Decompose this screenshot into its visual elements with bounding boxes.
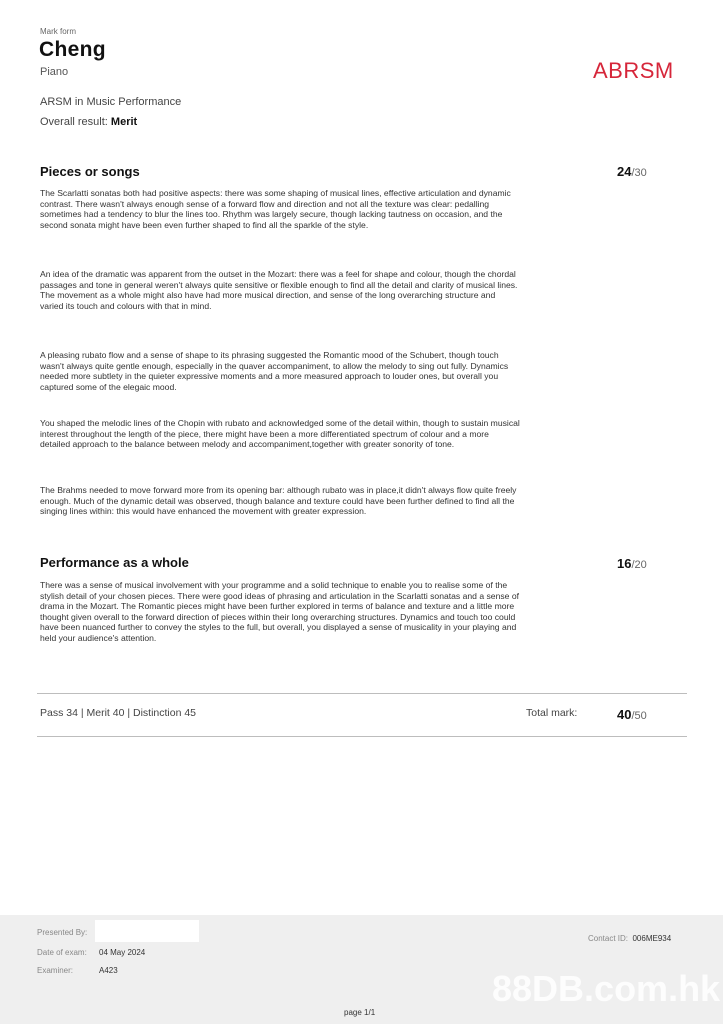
date-value: 04 May 2024 <box>99 948 146 957</box>
contact-id-label: Contact ID: <box>588 934 629 943</box>
total-mark-label: Total mark: <box>526 707 578 719</box>
grade-thresholds: Pass 34 | Merit 40 | Distinction 45 <box>40 707 197 719</box>
presenter-redaction <box>95 920 199 942</box>
contact-id-value: 006ME934 <box>632 934 672 943</box>
comment-paragraph: A pleasing rubato flow and a sense of shape to its phrasing suggested the Romantic mood of the Schubert, though touch wasn't always quite gentle enough, especially in the quaver accompaniment, to allow the melody to sing out fully. Dynamics needed more subtlety in the quieter expressive moments and a more measured approach to louder ones, but overall you captured some of the elegaic mood. <box>40 350 509 392</box>
abrsm-logo: ABRSM <box>593 58 674 83</box>
watermark: 88DB.com.hk <box>492 968 721 1009</box>
instrument: Piano <box>40 66 69 78</box>
comment-paragraph: There was a sense of musical involvement with your programme and a solid technique to enable you to realise some of the stylish detail of your chosen pieces. There were good ideas of phrasing and articulation in the Scarlatti sonatas and a sense of drama in the Mozart. The Romantic pieces might have been further explored in terms of balance and texture and a little more thought given overall to the forward direction of pieces within their long overarching structures. Dynamics and touch too could have been nuanced further to convey the styles to the full, but overall, you displayed a sense of musicality in your playing and held your audience's attention. <box>40 580 519 643</box>
examiner-label: Examiner: <box>37 966 74 975</box>
total-mark-value: 40 <box>617 707 632 722</box>
date-label: Date of exam: <box>37 948 87 957</box>
comment-paragraph: An idea of the dramatic was apparent from the outset in the Mozart: there was a feel for shape and colour, though the chordal passages and tone in general weren't always quite sensitive or flexible enough to find all the detail and clarity of musical lines. The movement as a whole might also have had more musical direction, and sense of the long overarching structure and varied its touch and colours with that in mind. <box>40 269 518 311</box>
score-value: 16 <box>617 556 632 571</box>
overall-result-value: Merit <box>110 116 138 128</box>
qualification: ARSM in Music Performance <box>40 96 182 108</box>
section-score-performance <box>617 556 647 571</box>
section-score-pieces <box>617 164 647 179</box>
total-mark-max: /50 <box>631 710 647 722</box>
total-mark <box>617 707 647 722</box>
page-number: page 1/1 <box>344 1008 376 1017</box>
examiner-value: A423 <box>99 966 118 975</box>
divider <box>37 736 687 737</box>
comment-paragraph: The Brahms needed to move forward more from its opening bar: although rubato was in place,it didn't always flow quite freely enough. Much of the dynamic detail was observed, though balance and texture could have been further defined to find all the singing lines within: this would have enhanced the movement with greater expression. <box>40 485 517 517</box>
score-max: /30 <box>631 167 647 179</box>
contact-id <box>588 928 671 946</box>
overall-result-label: Overall result: <box>40 116 108 128</box>
divider <box>37 693 687 694</box>
comment-paragraph: The Scarlatti sonatas both had positive aspects: there was some shaping of musical lines, effective articulation and dynamic contrast. There wasn't always enough sense of a forward flow and direction and not all the texture was clear: pedalling sometimes had a tendency to blur the lines too. Rhythm was largely secure, though lacking tautness on occasion, and the second sonata might have been even further shaped to find all the sparkle of the style. <box>40 188 511 230</box>
score-value: 24 <box>617 164 632 179</box>
presented-by-label: Presented By: <box>37 928 88 937</box>
section-title-performance: Performance as a whole <box>40 555 189 570</box>
comment-paragraph: You shaped the melodic lines of the Chopin with rubato and acknowledged some of the detail within, though to sustain musical interest throughout the length of the piece, there might have been a more differentiated spectrum of colour and a more detailed approach to the balance between melody and accompaniment,together with greater sonority of tone. <box>40 418 520 450</box>
mark-form-label: Mark form <box>40 27 76 36</box>
score-max: /20 <box>631 559 647 571</box>
section-title-pieces: Pieces or songs <box>40 164 140 179</box>
candidate-name: Cheng <box>39 38 106 61</box>
overall-result <box>40 116 137 128</box>
